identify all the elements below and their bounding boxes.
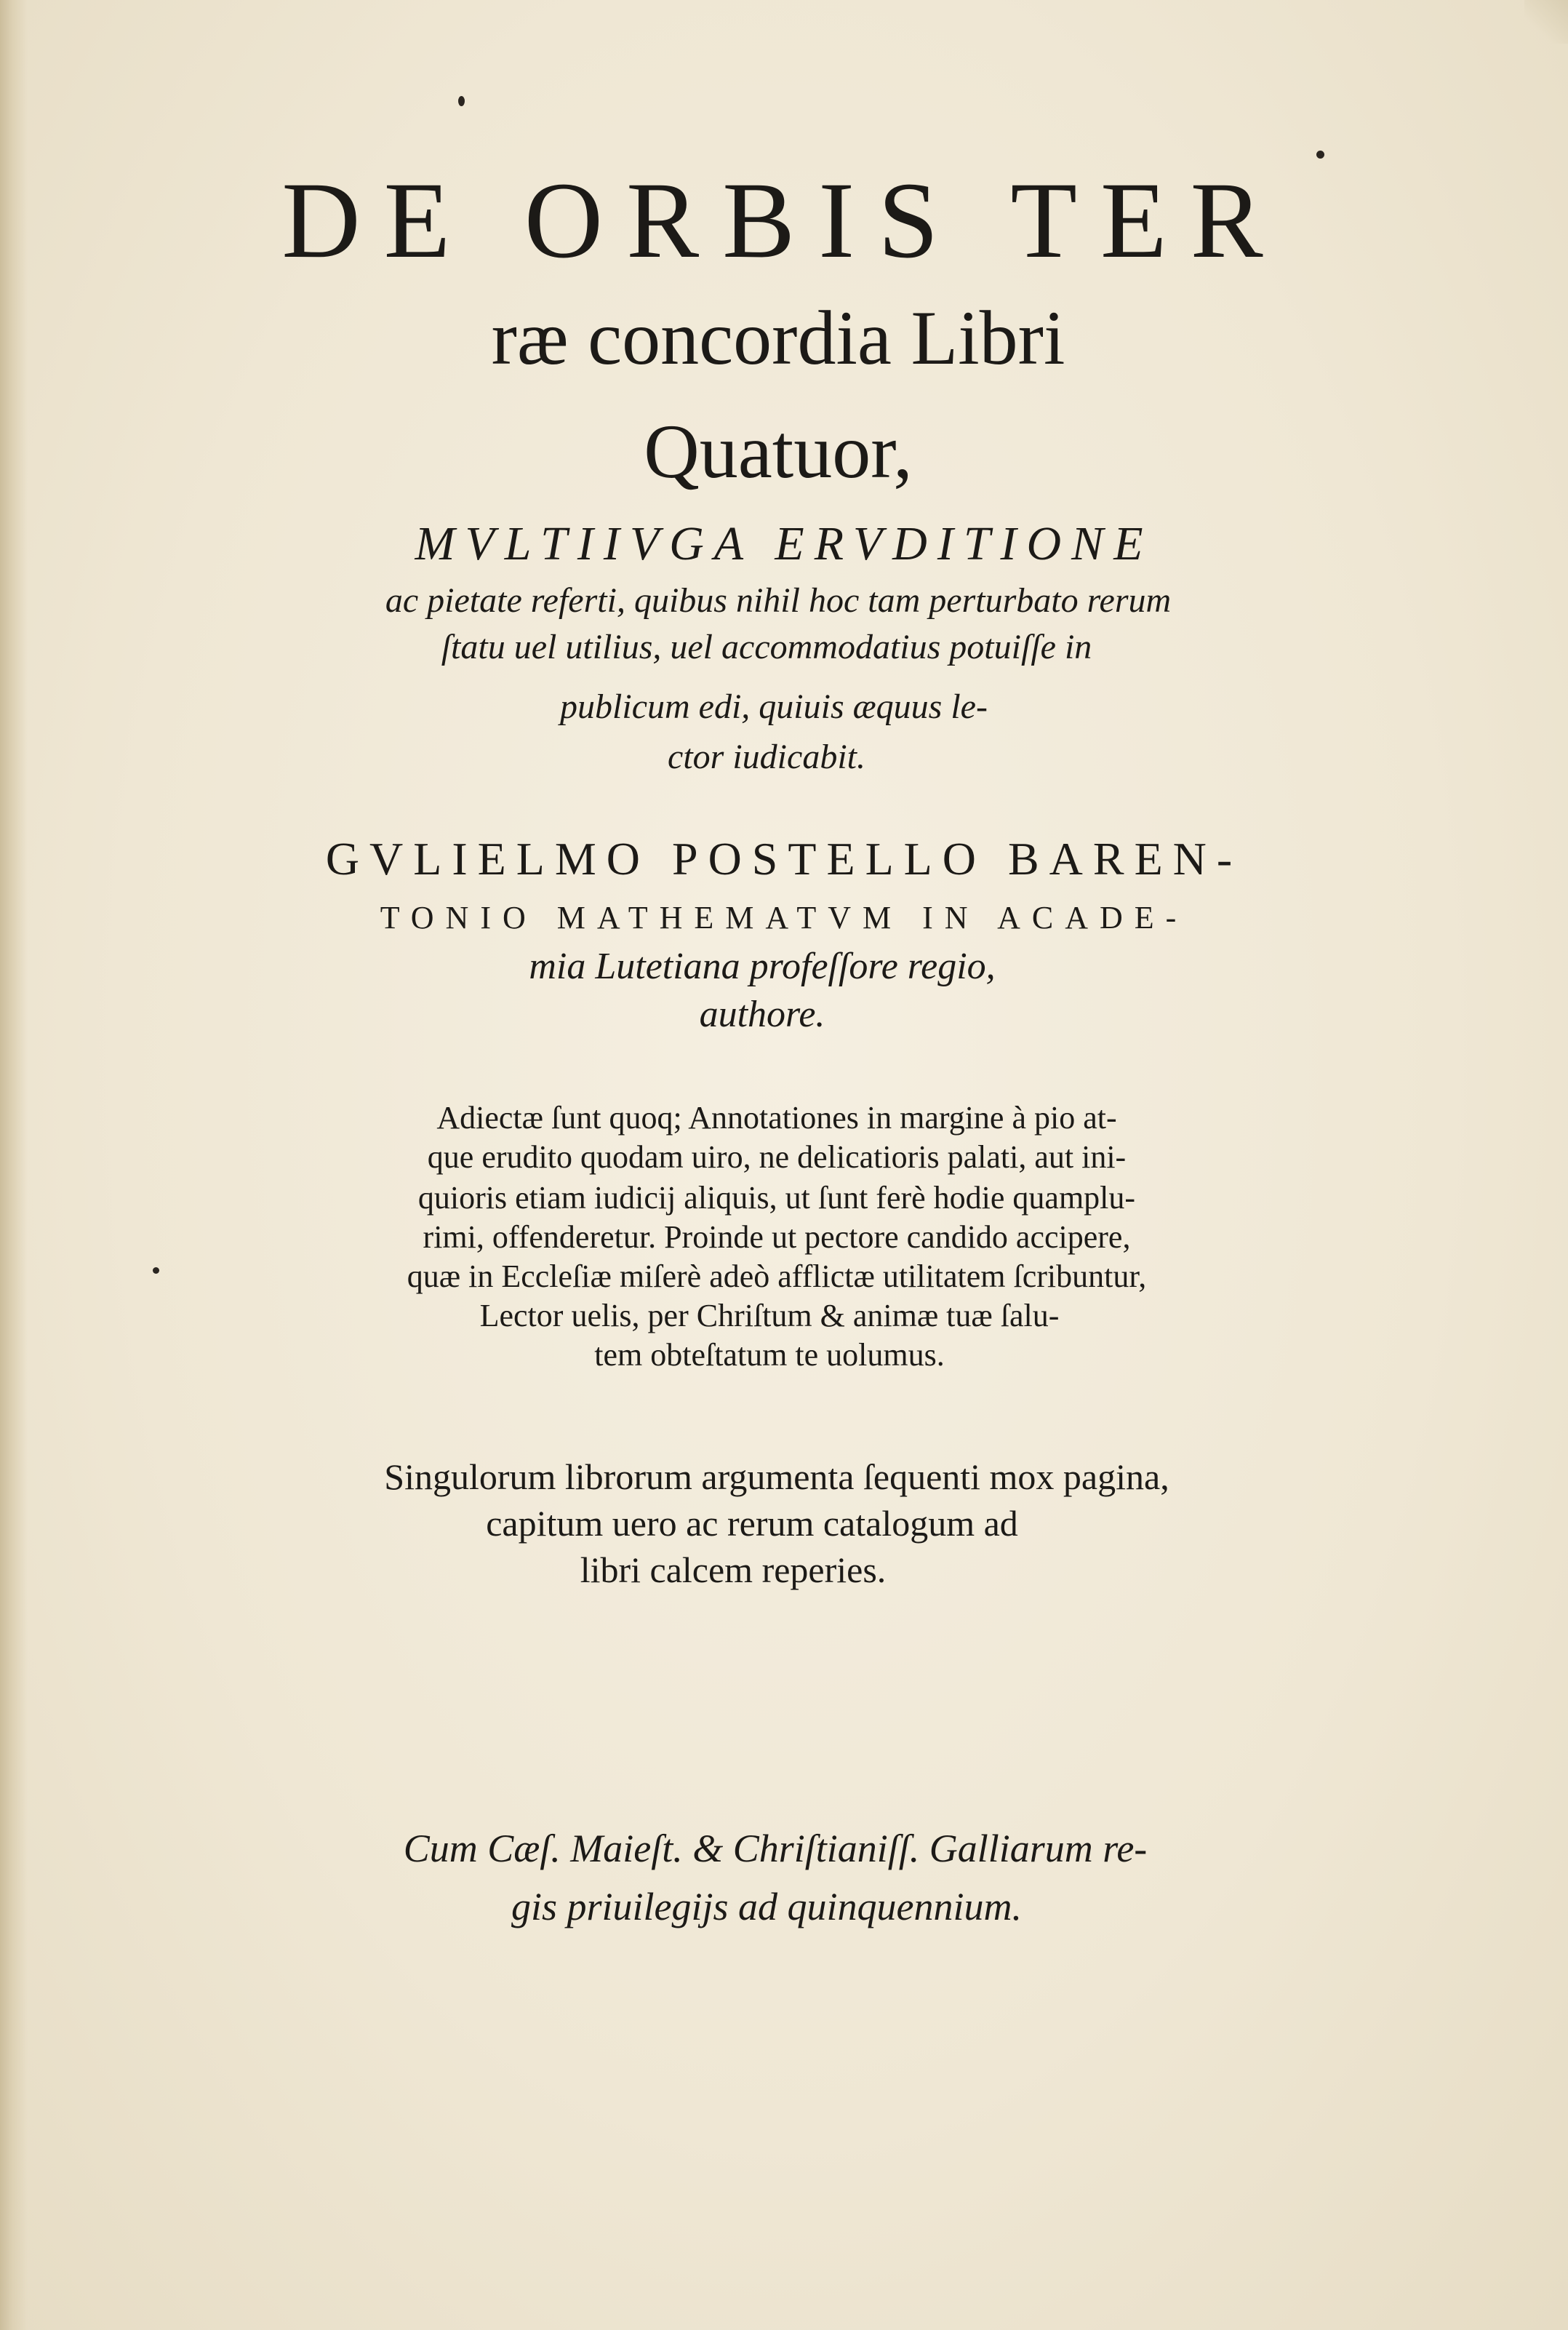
subtitle-line-4: publicum edi, quiuis æquus le- (560, 687, 988, 726)
note-line-2: que erudito quodam uiro, ne delicatioris palati, aut ini- (427, 1139, 1127, 1175)
note-line-6: Lector uelis, per Chriſtum & animæ tuæ ſalu- (479, 1298, 1060, 1333)
author-line-3: mia Lutetiana profeſſore regio, (529, 946, 996, 987)
note-line-3: quioris etiam iudicij aliquis, ut ſunt ferè hodie quamplu- (417, 1180, 1136, 1216)
note-line-7: tem obteſtatum te uolumus. (594, 1337, 945, 1373)
subtitle-line-1: MVLTIIVGA ERVDITIONE (415, 517, 1153, 570)
note-line-1: Adiectæ ſunt quoq; Annotationes in margine à pio at- (436, 1100, 1117, 1136)
author-line-1: GVLIELMO POSTELLO BAREN- (325, 833, 1243, 885)
title-line-3: Quatuor, (644, 409, 913, 494)
title-line-2: ræ concordia Libri (491, 295, 1065, 380)
ink-speck (1316, 151, 1324, 159)
author-line-4: authore. (699, 994, 825, 1035)
note-line-5: quæ in Eccleſiæ miſerè adeò afflictæ utilitatem ſcribuntur, (407, 1258, 1147, 1294)
ink-speck (458, 96, 465, 106)
subtitle-line-3: ſtatu uel utilius, uel accommodatius potuiſſe in (441, 628, 1092, 666)
subtitle-line-5: ctor iudicabit. (668, 738, 865, 776)
title-line-1: DE ORBIS TER (281, 160, 1287, 281)
argument-line-2: capitum uero ac rerum catalogum ad (486, 1503, 1018, 1544)
page-corner (1524, 0, 1568, 44)
note-line-4: rimi, offenderetur. Proinde ut pectore candido accipere, (423, 1219, 1131, 1255)
privilege-line-1: Cum Cæſ. Maieſt. & Chriſtianiſſ. Galliarum re- (403, 1827, 1148, 1870)
argument-line-3: libri calcem reperies. (580, 1549, 887, 1590)
author-line-2: TONIO MATHEMATVM IN ACADE- (380, 900, 1188, 935)
privilege-line-2: gis priuilegijs ad quinquennium. (511, 1885, 1022, 1928)
argument-line-1: Singulorum librorum argumenta ſequenti mox pagina, (384, 1456, 1169, 1497)
subtitle-line-2: ac pietate referti, quibus nihil hoc tam perturbato rerum (385, 581, 1172, 620)
